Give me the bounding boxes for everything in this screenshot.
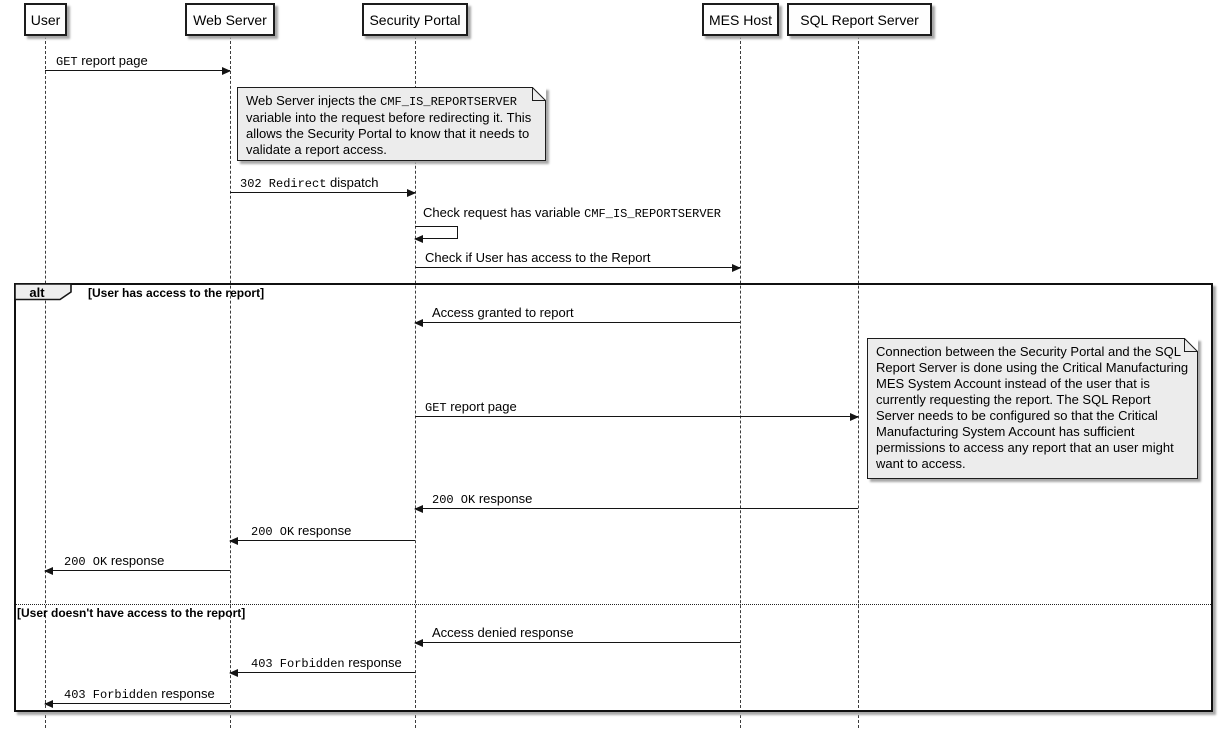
label-403-forbidden-2: 403 Forbidden response <box>64 686 215 702</box>
participant-sql-report-server-label: SQL Report Server <box>800 11 919 28</box>
participant-user-label: User <box>30 11 61 28</box>
arrow-403-forbidden-portal-to-webserver <box>230 672 415 673</box>
label-get-report-page-2: GET report page <box>425 399 517 415</box>
label-get-report-page-1: GET report page <box>56 53 148 69</box>
arrow-302-redirect-dispatch <box>230 192 415 193</box>
note-fold-corner-icon <box>532 87 546 101</box>
participant-security-portal <box>362 3 468 36</box>
alt-else-divider <box>16 604 1211 605</box>
label-200-ok-2: 200 OK response <box>251 523 352 539</box>
note-system-account-connection: Connection between the Security Portal and the SQL Report Server is done using the Critical Manufacturing MES System Account instead of the user that is currently requesting the report. The SQL Report Server needs to be configured so that the Critical Manufacturing System Account has sufficient permissions to access any report that an user might want to access. <box>867 338 1198 479</box>
note-webserver-injects-variable: Web Server injects the CMF_IS_REPORTSERVER variable into the request before redirecting it. This allows the Security Portal to know that it needs to validate a report access. <box>237 87 546 161</box>
arrow-access-granted <box>415 322 740 323</box>
label-access-granted: Access granted to report <box>432 305 574 320</box>
participant-mes-host <box>702 3 779 36</box>
alt-guard-no-access: [User doesn't have access to the report] <box>17 606 246 620</box>
participant-web-server-label: Web Server <box>193 11 267 28</box>
arrow-200-ok-sql-to-portal <box>415 508 858 509</box>
label-check-request-variable: Check request has variable CMF_IS_REPORTSERVER <box>423 205 721 221</box>
label-access-denied: Access denied response <box>432 625 574 640</box>
note-fold-corner-icon <box>1184 338 1198 352</box>
label-200-ok-1: 200 OK response <box>432 491 533 507</box>
label-302-redirect-dispatch: 302 Redirect dispatch <box>240 175 379 191</box>
label-200-ok-3: 200 OK response <box>64 553 165 569</box>
participant-security-portal-label: Security Portal <box>369 11 461 28</box>
arrow-self-check-request-variable <box>415 226 458 239</box>
alt-operator-label: alt <box>29 285 45 300</box>
arrow-access-denied <box>415 642 740 643</box>
arrow-get-report-page-portal-to-sql <box>415 416 858 417</box>
arrow-200-ok-portal-to-webserver <box>230 540 415 541</box>
participant-mes-host-label: MES Host <box>708 11 772 28</box>
label-check-user-access: Check if User has access to the Report <box>425 250 651 265</box>
participant-web-server <box>185 3 275 36</box>
alt-guard-access: [User has access to the report] <box>88 286 265 300</box>
participant-sql-report-server <box>787 3 932 36</box>
arrow-200-ok-webserver-to-user <box>45 570 230 571</box>
arrow-check-user-access <box>415 267 740 268</box>
arrow-403-forbidden-webserver-to-user <box>45 703 230 704</box>
participant-user <box>24 3 67 36</box>
label-403-forbidden-1: 403 Forbidden response <box>251 655 402 671</box>
arrow-get-report-page-user-to-webserver <box>45 70 230 71</box>
